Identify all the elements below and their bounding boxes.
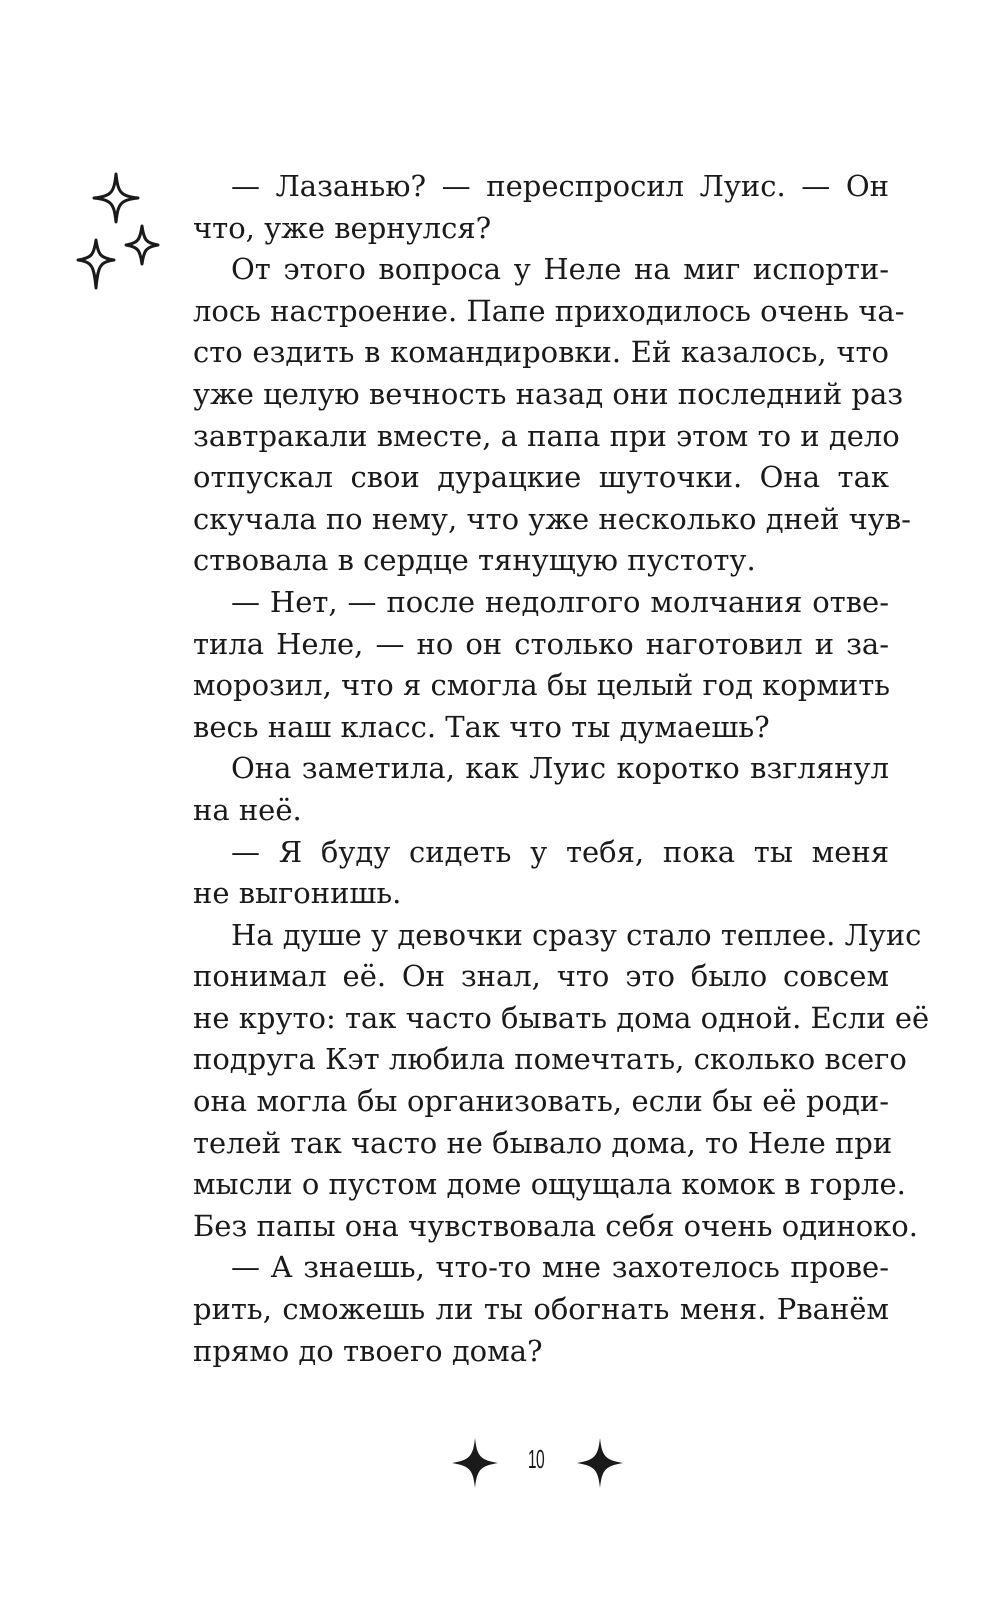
body-text [193,166,930,1372]
four-point-star-icon [450,1436,500,1490]
text-line: прямо до твоего дома? [193,1333,543,1368]
text-line: лось настроение. Папе приходилось очень ча- [193,293,905,328]
text-line: ствовала в сердце тянущую пустоту. [193,543,756,578]
text-line: что, уже вернулся? [193,210,492,245]
text-line: — Я буду сидеть у тебя, пока ты меня [231,834,889,869]
text-line: весь наш класс. Так что ты думаешь? [193,709,770,744]
text-line: Она заметила, как Луис коротко взглянул [231,751,889,786]
text-line: морозил, что я смогла бы целый год кормить [193,668,891,703]
page-footer [0,1436,1000,1516]
text-line: уже целую вечность назад они последний раз [193,376,904,411]
text-line: не круто: так часто бывать дома одной. Если её [193,1000,930,1035]
four-point-star-icon [575,1436,625,1490]
text-line: понимал её. Он знал, что это было совсем [193,959,889,994]
text-line: Без папы она чувствовала себя очень одиноко. [193,1208,918,1243]
text-line: телей так часто не бывало дома, то Неле при [193,1125,893,1160]
text-line: на неё. [193,792,302,827]
text-line: отпускал свои дурацкие шуточки. Она так [193,460,889,495]
text-line: рить, сможешь ли ты обогнать меня. Рванём [193,1292,889,1327]
text-line: не выгонишь. [193,876,402,911]
text-line: На душе у девочки сразу стало теплее. Луис [231,917,922,952]
sparkle-stars-outline-icon [70,170,180,310]
text-line: сто ездить в командировки. Ей казалось, что [193,335,889,370]
text-line: От этого вопроса у Неле на миг испорти- [231,252,889,287]
text-line: — Нет, — после недолгого молчания отве- [231,584,889,619]
page-number: 10 [527,1444,545,1474]
text-line: завтракали вместе, а папа при этом то и дело [193,418,900,453]
text-line: она могла бы организовать, если бы её роди- [193,1084,889,1119]
text-line: скучала по нему, что уже несколько дней чув- [193,501,911,536]
text-line: — А знаешь, что-то мне захотелось прове- [231,1250,889,1285]
text-line: подруга Кэт любила помечтать, сколько всего [193,1042,907,1077]
text-line: — Лазанью? — переспросил Луис. — Он [231,169,889,203]
text-line: мысли о пустом доме ощущала комок в горле. [193,1167,906,1202]
text-line: тила Неле, — но он столько наготовил и за- [193,626,889,661]
